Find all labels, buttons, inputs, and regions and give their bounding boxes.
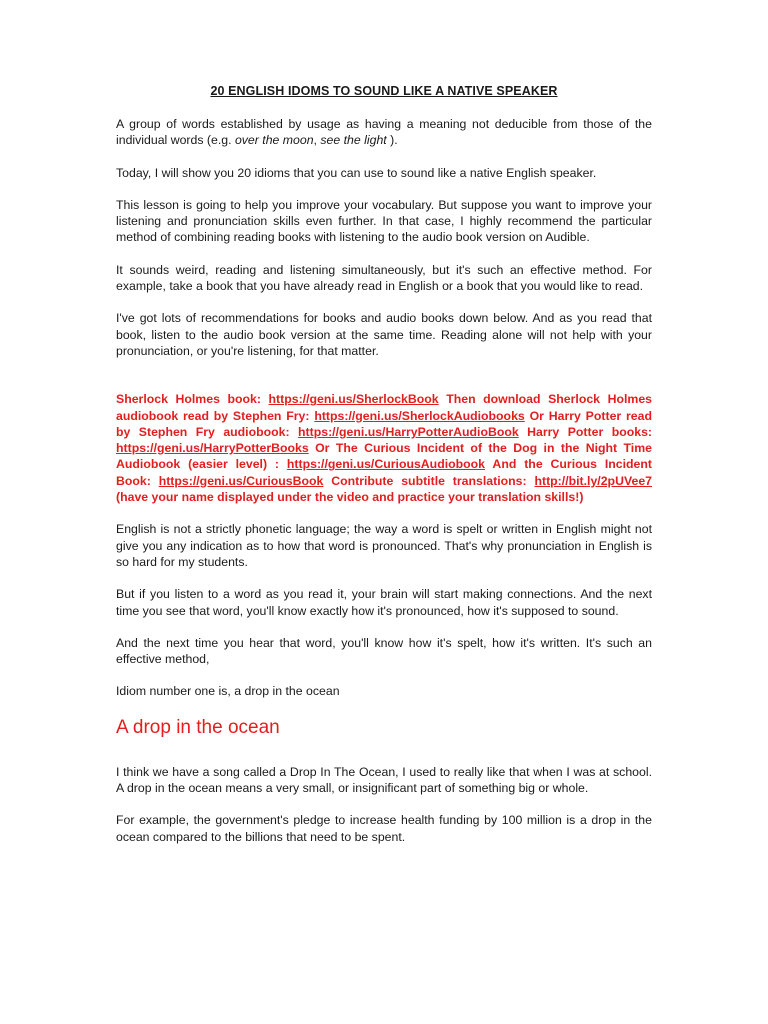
idiom-one-intro-paragraph: Idiom number one is, a drop in the ocean bbox=[116, 684, 340, 699]
curious-audiobook-link[interactable]: https://geni.us/CuriousAudiobook bbox=[286, 457, 486, 472]
example-see-the-light: see the light bbox=[320, 133, 387, 148]
document-title: 20 ENGLISH IDOMS TO SOUND LIKE A NATIVE SPEAKER bbox=[210, 84, 558, 98]
example-over-the-moon: over the moon bbox=[234, 133, 314, 148]
definition-paragraph: A group of words established by usage as having a meaning not deducible from those of the individual words (e.g. over the moon, see the light ). bbox=[116, 117, 652, 148]
intro-paragraph: Today, I will show you 20 idioms that you can use to sound like a native English speaker. bbox=[116, 165, 597, 180]
harry-potter-audiobook-link[interactable]: https://geni.us/HarryPotterAudioBook bbox=[298, 424, 519, 439]
idiom-heading: A drop in the ocean bbox=[116, 716, 280, 738]
document-page bbox=[116, 84, 652, 861]
effective-method-paragraph: And the next time you hear that word, you'll know how it's spelt, how it's written. It's such an effective method, bbox=[116, 635, 652, 667]
harry-potter-books-link[interactable]: https://geni.us/HarryPotterBooks bbox=[116, 441, 309, 456]
recommendations-paragraph: Sherlock Holmes book: https://geni.us/SherlockBook Then download Sherlock Holmes audiobook read by Stephen Fry: https://geni.us/SherlockAudiobooks Or Harry Potter read by Stephen Fry audiobook: https://geni.us/HarryPotterAudioBook Harry Potter books: https://geni.us/HarryPotterBooks Or The Curious Incident of the Dog in the Night Time Audiobook (easier level) : https://geni.us/CuriousAudiobook And the Curious Incident Book: https://geni.us/CuriousBook Contribute subtitle translations: http://bit.ly/2pUVee7 (have your name displayed under the video and practice your translation skills!) bbox=[116, 392, 652, 505]
recommendations-intro-paragraph: I've got lots of recommendations for books and audio books down below. And as you read that book, listen to the audio book version at the same time. Reading alone will not help with your pronunciation, or you're listening, for that matter. bbox=[116, 311, 652, 358]
sherlock-audiobooks-link[interactable]: https://geni.us/SherlockAudiobooks bbox=[314, 408, 525, 423]
curious-book-link[interactable]: https://geni.us/CuriousBook bbox=[158, 473, 324, 488]
idiom-explanation-paragraph: I think we have a song called a Drop In The Ocean, I used to really like that when I was at school. A drop in the ocean means a very small, or insignificant part of something big or whole. bbox=[116, 764, 652, 796]
sherlock-book-link[interactable]: https://geni.us/SherlockBook bbox=[268, 392, 439, 407]
subtitle-translations-link[interactable]: http://bit.ly/2pUVee7 bbox=[534, 473, 652, 488]
method-paragraph: It sounds weird, reading and listening simultaneously, but it's such an effective method. For example, take a book that you have already read in English or a book that you would like to read. bbox=[116, 262, 652, 294]
connections-paragraph: But if you listen to a word as you read it, your brain will start making connections. And the next time you see that word, you'll know exactly how it's pronounced, how it's supposed to sound. bbox=[116, 587, 652, 618]
idiom-example-paragraph: For example, the government's pledge to increase health funding by 100 million is a drop in the ocean compared to the billions that need to be spent. bbox=[116, 813, 652, 844]
phonetic-paragraph: English is not a strictly phonetic language; the way a word is spelt or written in English might not give you any indication as to how that word is pronounced. That's why pronunciation in English is so hard for my students. bbox=[116, 522, 652, 569]
lesson-paragraph: This lesson is going to help you improve your vocabulary. But suppose you want to improve your listening and pronunciation skills even further. In that case, I highly recommend the particular method of combining reading books with listening to the audio book version on Audible. bbox=[116, 197, 652, 245]
